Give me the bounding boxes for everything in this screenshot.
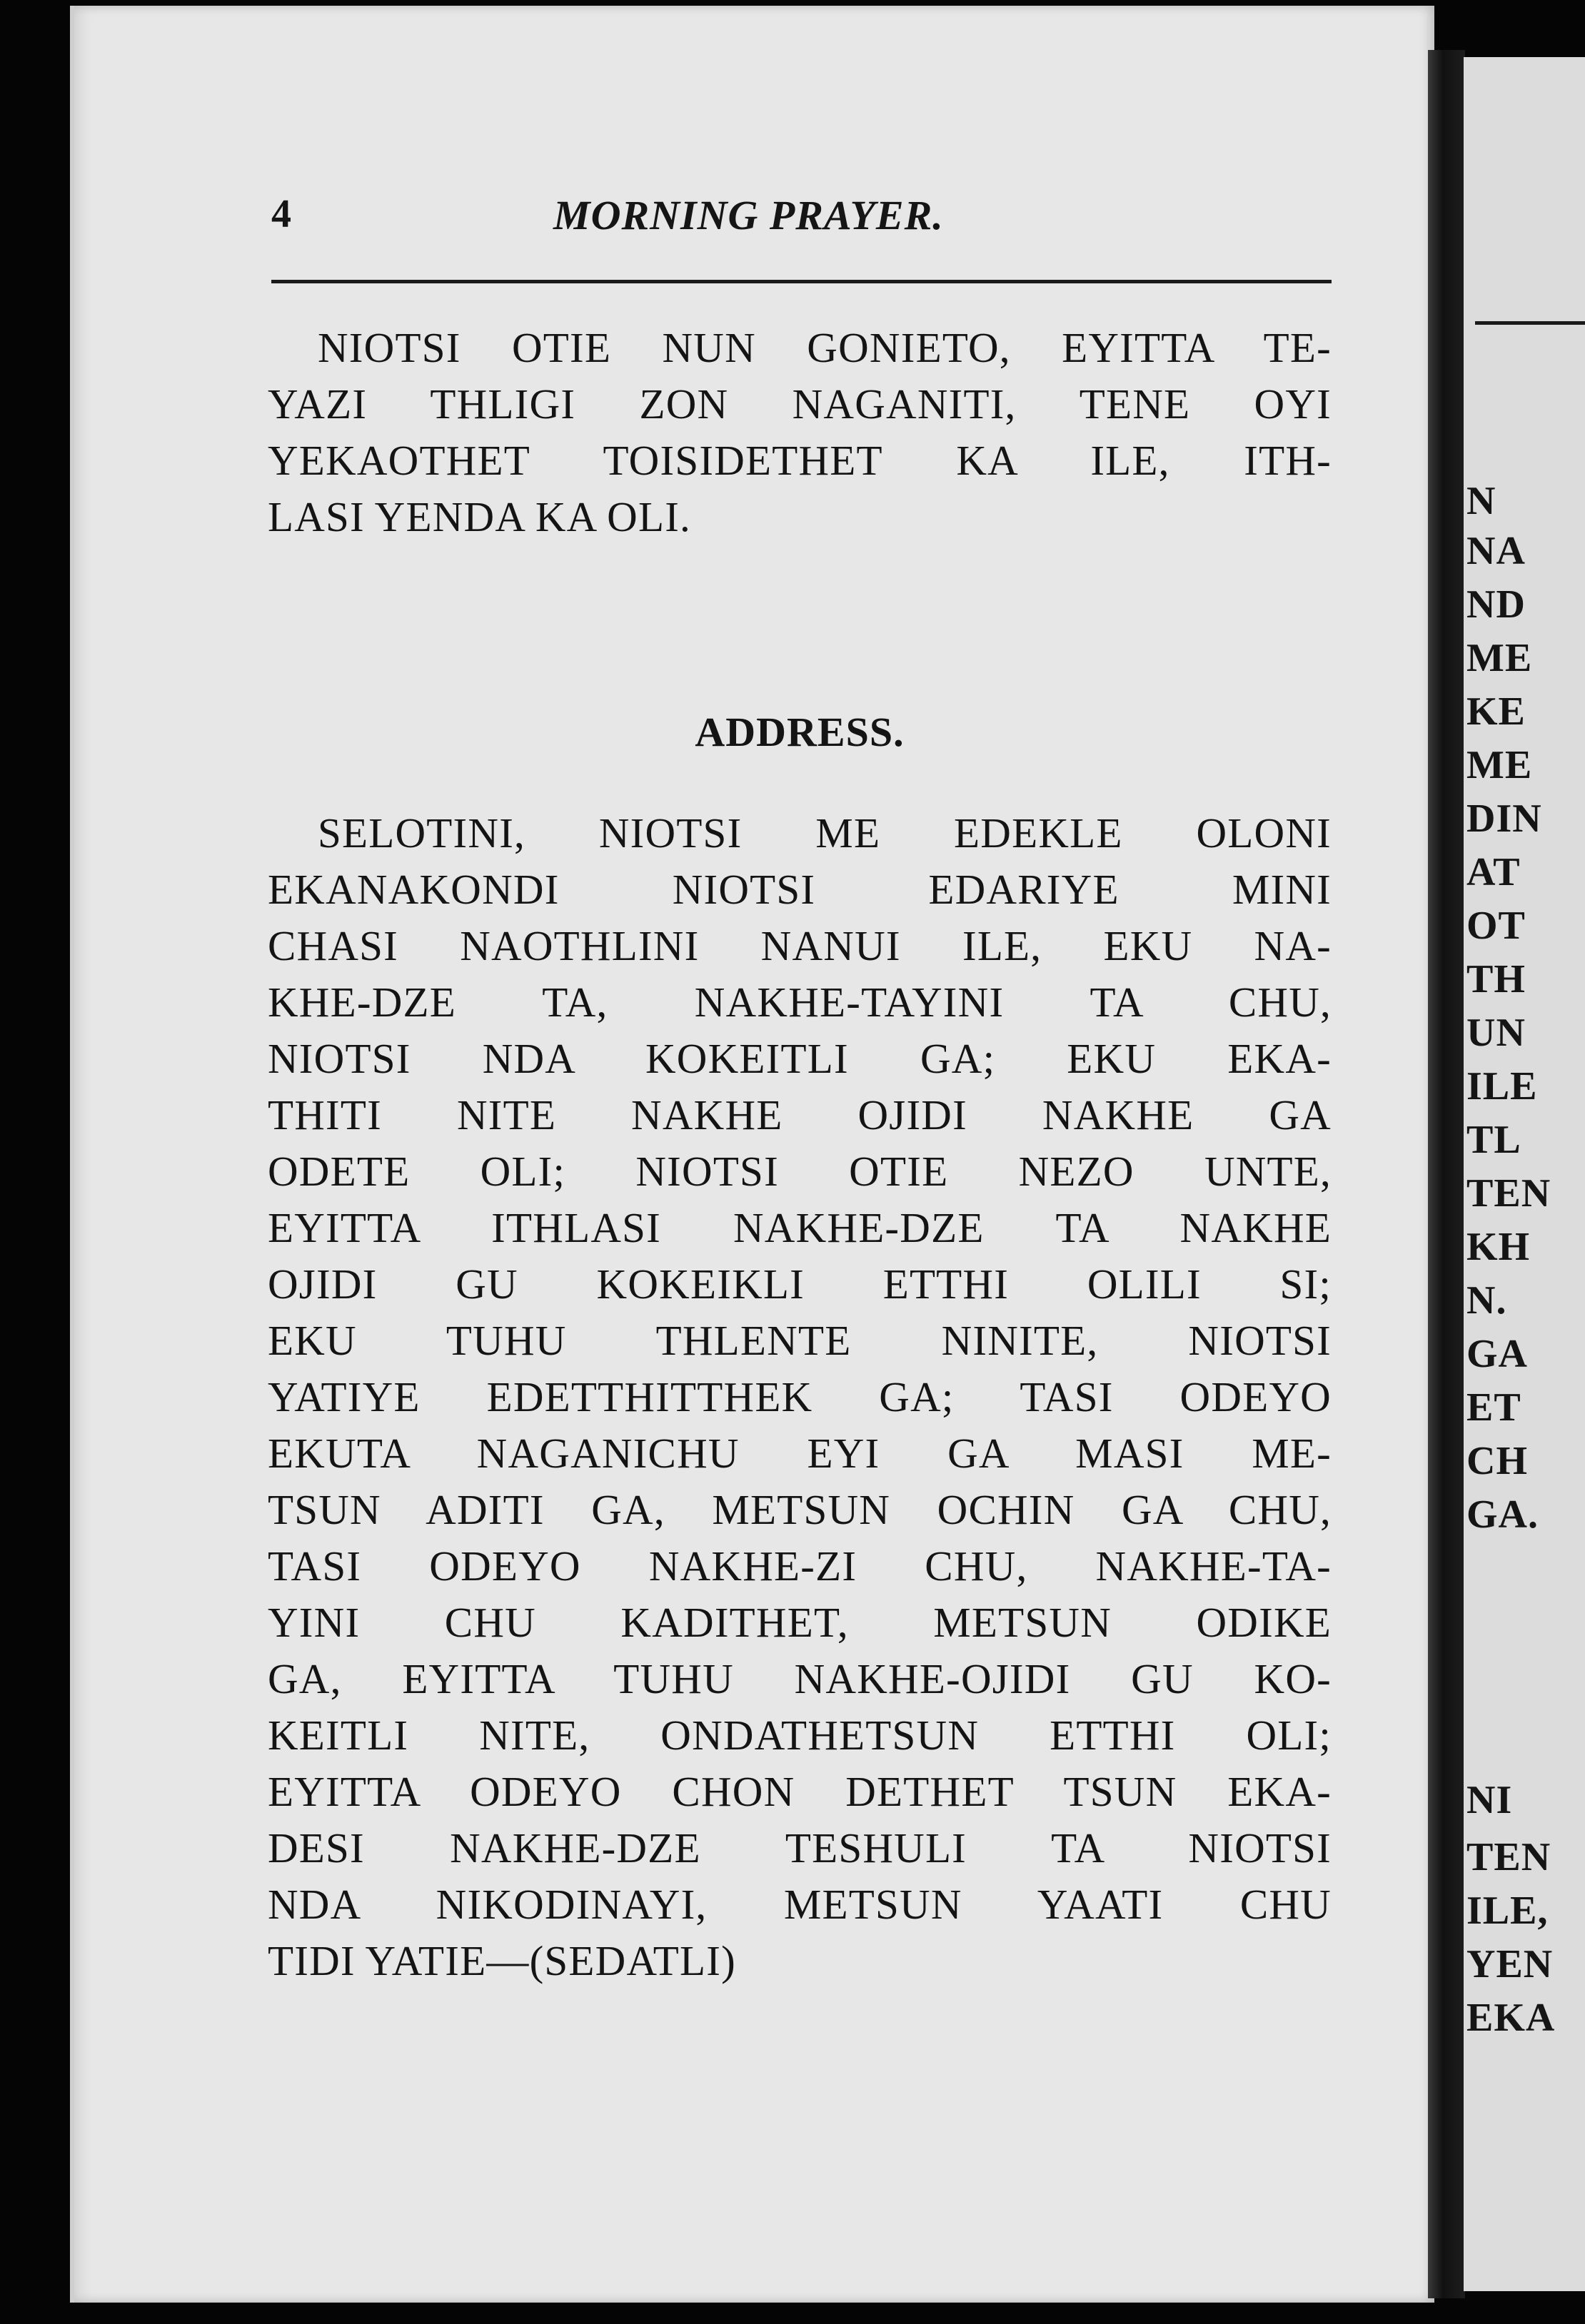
text-line: NIOTSI OTIE NUN GONIETO, EYITTA TE- bbox=[318, 324, 1332, 371]
text-line: TASI ODEYO NAKHE-ZI CHU, NAKHE-TA- bbox=[268, 1542, 1332, 1590]
section-heading: ADDRESS. bbox=[695, 709, 905, 755]
address-paragraph bbox=[268, 805, 1332, 1989]
text-line: THITI NITE NAKHE OJIDI NAKHE GA bbox=[268, 1091, 1332, 1138]
facing-fragment: ME bbox=[1466, 636, 1533, 680]
facing-fragment: TH bbox=[1466, 957, 1526, 1001]
facing-fragment: ILE, bbox=[1466, 1889, 1549, 1933]
facing-fragment: CH bbox=[1466, 1439, 1528, 1483]
facing-fragment: ET bbox=[1466, 1385, 1521, 1430]
header-rule bbox=[271, 280, 1332, 283]
facing-fragment: OT bbox=[1466, 904, 1526, 948]
facing-header-rule bbox=[1475, 321, 1585, 325]
text-line: OJIDI GU KOKEIKLI ETTHI OLILI SI; bbox=[268, 1260, 1332, 1308]
text-line: YINI CHU KADITHET, METSUN ODIKE bbox=[268, 1599, 1332, 1646]
text-line: KHE-DZE TA, NAKHE-TAYINI TA CHU, bbox=[268, 979, 1332, 1026]
text-line: TSUN ADITI GA, METSUN OCHIN GA CHU, bbox=[268, 1486, 1332, 1533]
facing-fragment: TEN bbox=[1466, 1171, 1551, 1216]
facing-fragment: ND bbox=[1466, 582, 1526, 627]
facing-fragment: TL bbox=[1466, 1118, 1521, 1162]
text-line: SELOTINI, NIOTSI ME EDEKLE OLONI bbox=[318, 809, 1332, 857]
facing-fragment: YEN bbox=[1466, 1942, 1554, 1986]
opening-paragraph bbox=[268, 320, 1332, 545]
running-header bbox=[271, 191, 1328, 248]
facing-fragment: NI bbox=[1466, 1778, 1513, 1822]
text-line: CHASI NAOTHLINI NANUI ILE, EKU NA- bbox=[268, 922, 1332, 969]
text-line: YATIYE EDETTHITTHEK GA; TASI ODEYO bbox=[268, 1373, 1332, 1420]
facing-fragment: ME bbox=[1466, 743, 1533, 787]
facing-fragment: ILE bbox=[1466, 1064, 1538, 1108]
facing-fragment: EKA bbox=[1466, 1996, 1556, 2040]
facing-fragment: AT bbox=[1466, 850, 1521, 894]
text-line: KEITLI NITE, ONDATHETSUN ETTHI OLI; bbox=[268, 1712, 1332, 1759]
running-title: MORNING PRAYER. bbox=[553, 192, 944, 238]
text-line: NDA NIKODINAYI, METSUN YAATI CHU bbox=[268, 1881, 1332, 1928]
facing-fragment: N. bbox=[1466, 1278, 1507, 1323]
facing-fragment: GA. bbox=[1466, 1492, 1539, 1537]
text-line: EYITTA ITHLASI NAKHE-DZE TA NAKHE bbox=[268, 1204, 1332, 1251]
facing-fragment: TEN bbox=[1466, 1835, 1551, 1879]
facing-fragment: GA bbox=[1466, 1332, 1528, 1376]
text-line: TIDI YATIE—(SEDATLI) bbox=[268, 1937, 736, 1984]
facing-fragment: UN bbox=[1466, 1011, 1526, 1055]
facing-fragment: KE bbox=[1466, 689, 1526, 734]
text-line: ODETE OLI; NIOTSI OTIE NEZO UNTE, bbox=[268, 1148, 1332, 1195]
text-line: EKU TUHU THLENTE NINITE, NIOTSI bbox=[268, 1317, 1332, 1364]
text-line: YAZI THLIGI ZON NAGANITI, TENE OYI bbox=[268, 380, 1332, 428]
text-line: DESI NAKHE-DZE TESHULI TA NIOTSI bbox=[268, 1824, 1332, 1871]
text-line: YEKAOTHET TOISIDETHET KA ILE, ITH- bbox=[268, 437, 1332, 484]
text-line: EKANAKONDI NIOTSI EDARIYE MINI bbox=[268, 866, 1332, 913]
facing-fragment: DIN bbox=[1466, 797, 1542, 841]
facing-page bbox=[1464, 57, 1585, 2291]
facing-fragment: KH bbox=[1466, 1225, 1531, 1269]
facing-fragment: NA bbox=[1466, 529, 1526, 573]
page-number: 4 bbox=[271, 192, 291, 236]
text-line: GA, EYITTA TUHU NAKHE-OJIDI GU KO- bbox=[268, 1655, 1332, 1702]
text-line: NIOTSI NDA KOKEITLI GA; EKU EKA- bbox=[268, 1035, 1332, 1082]
page-gutter bbox=[1428, 50, 1465, 2298]
facing-fragment: N bbox=[1466, 479, 1496, 523]
text-line: EYITTA ODEYO CHON DETHET TSUN EKA- bbox=[268, 1768, 1332, 1815]
text-line: EKUTA NAGANICHU EYI GA MASI ME- bbox=[268, 1430, 1332, 1477]
text-line: LASI YENDA KA OLI. bbox=[268, 493, 691, 540]
